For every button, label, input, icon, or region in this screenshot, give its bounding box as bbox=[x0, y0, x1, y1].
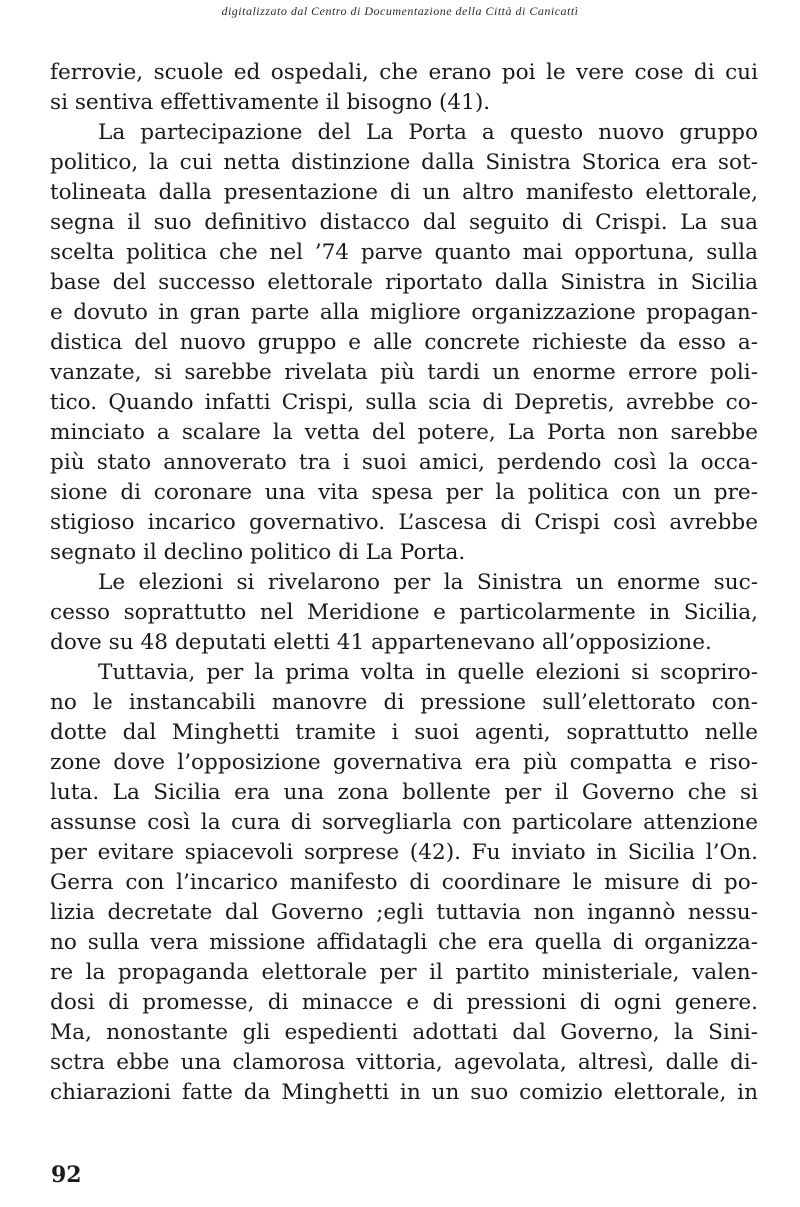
text-line: zone dove l’opposizione governativa era più compatta e riso- bbox=[50, 750, 758, 775]
text-line: tico. Quando infatti Crispi, sulla scia di Depretis, avrebbe co- bbox=[50, 390, 758, 415]
text-line: tolineata dalla presentazione di un altro manifesto elettorale, bbox=[50, 180, 758, 205]
text-line: e dovuto in gran parte alla migliore organizzazione propagan- bbox=[50, 300, 758, 325]
text-line: base del successo elettorale riportato dalla Sinistra in Sicilia bbox=[50, 270, 758, 295]
text-line: luta. La Sicilia era una zona bollente per il Governo che si bbox=[50, 780, 758, 805]
text-line: re la propaganda elettorale per il partito ministeriale, valen- bbox=[50, 960, 758, 985]
text-line: vanzate, si sarebbe rivelata più tardi un enorme errore poli- bbox=[50, 360, 758, 385]
text-line: si sentiva effettivamente il bisogno (41). bbox=[50, 90, 491, 115]
page-number: 92 bbox=[51, 1162, 82, 1188]
text-line: dosi di promesse, di minacce e di pressioni di ogni genere. bbox=[50, 990, 758, 1015]
text-line: Tuttavia, per la prima volta in quelle elezioni si scopriro- bbox=[98, 660, 758, 685]
text-line: sctra ebbe una clamorosa vittoria, agevolata, altresì, dalle di- bbox=[50, 1050, 758, 1075]
text-line: Gerra con l’incarico manifesto di coordinare le misure di po- bbox=[50, 870, 758, 895]
digitization-watermark: digitalizzato dal Centro di Documentazione della Città di Canicattì bbox=[221, 4, 579, 18]
text-line: chiarazioni fatte da Minghetti in un suo comizio elettorale, in bbox=[50, 1080, 758, 1105]
text-line: segnato il declino politico di La Porta. bbox=[50, 540, 466, 565]
text-line: assunse così la cura di sorvegliarla con particolare attenzione bbox=[50, 810, 758, 835]
text-line: cesso soprattutto nel Meridione e particolarmente in Sicilia, bbox=[50, 600, 758, 625]
text-line: sione di coronare una vita spesa per la politica con un pre- bbox=[50, 480, 758, 505]
text-line: Le elezioni si rivelarono per la Sinistra un enorme suc- bbox=[98, 570, 758, 595]
text-line: politico, la cui netta distinzione dalla Sinistra Storica era sot- bbox=[50, 150, 758, 175]
text-line: dotte dal Minghetti tramite i suoi agenti, soprattutto nelle bbox=[50, 720, 758, 745]
text-line: lizia decretate dal Governo ;egli tuttavia non ingannò nessu- bbox=[50, 900, 758, 925]
text-line: minciato a scalare la vetta del potere, La Porta non sarebbe bbox=[50, 420, 758, 445]
text-line: scelta politica che nel ’74 parve quanto mai opportuna, sulla bbox=[50, 240, 758, 265]
text-line: segna il suo definitivo distacco dal seguito di Crispi. La sua bbox=[50, 210, 758, 235]
text-line: ferrovie, scuole ed ospedali, che erano poi le vere cose di cui bbox=[50, 60, 758, 85]
page-body-text bbox=[50, 58, 758, 1108]
text-line: no sulla vera missione affidatagli che era quella di organizza- bbox=[50, 930, 758, 955]
text-line: Ma, nonostante gli espedienti adottati dal Governo, la Sini- bbox=[50, 1020, 758, 1045]
text-line: più stato annoverato tra i suoi amici, perdendo così la occa- bbox=[50, 450, 758, 475]
text-line: per evitare spiacevoli sorprese (42). Fu inviato in Sicilia l’On. bbox=[50, 840, 758, 865]
text-line: distica del nuovo gruppo e alle concrete richieste da esso a- bbox=[50, 330, 758, 355]
text-line: no le instancabili manovre di pressione sull’elettorato con- bbox=[50, 690, 758, 715]
text-line: La partecipazione del La Porta a questo nuovo gruppo bbox=[98, 120, 758, 145]
text-line: stigioso incarico governativo. L’ascesa di Crispi così avrebbe bbox=[50, 510, 758, 535]
text-line: dove su 48 deputati eletti 41 appartenevano all’opposizione. bbox=[50, 630, 712, 655]
